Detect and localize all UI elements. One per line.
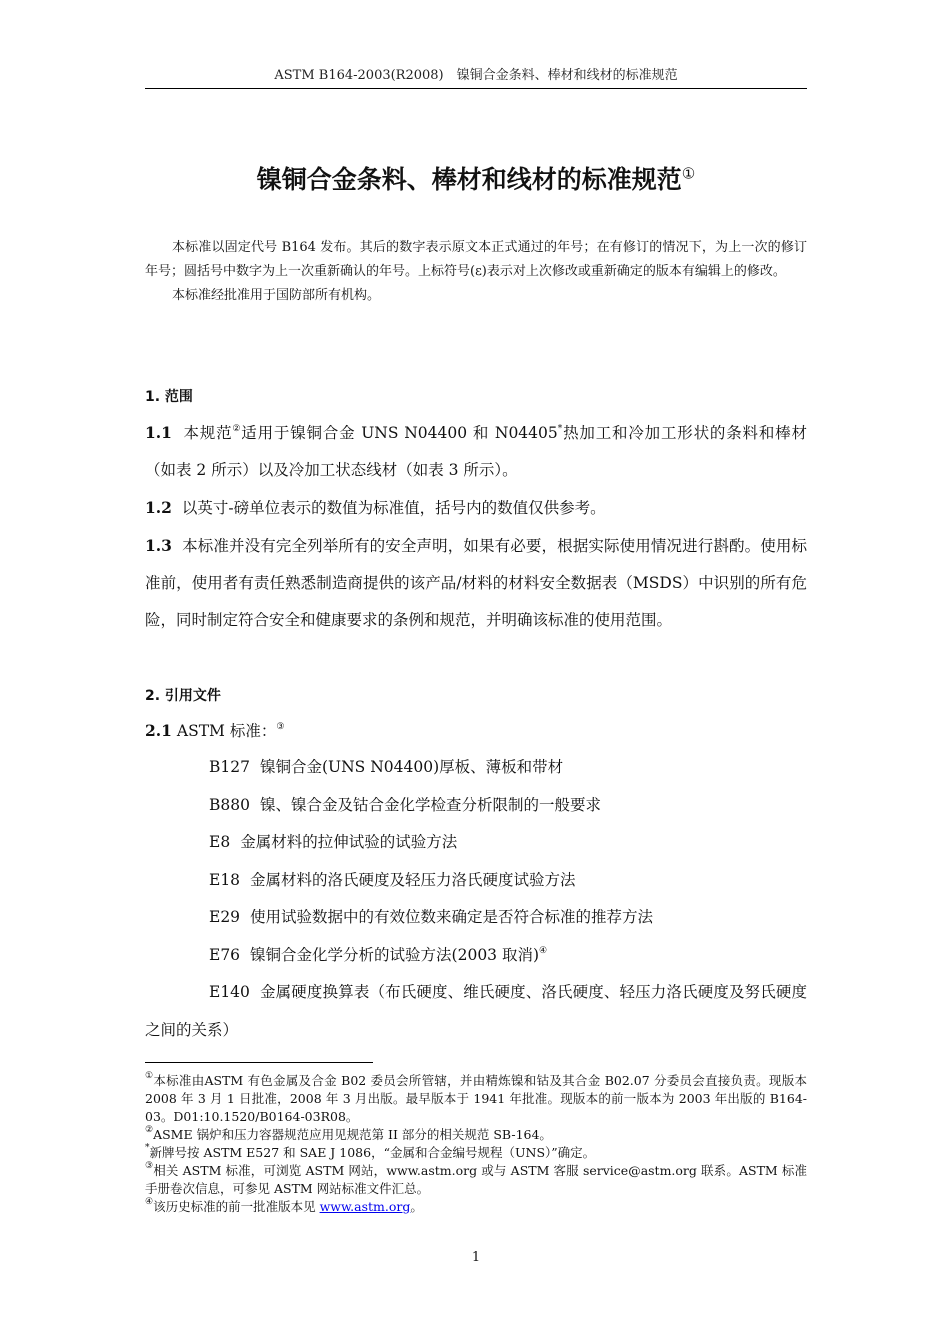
title-footnote-mark: ① [681, 164, 696, 183]
footnote-ref-star: * [557, 424, 563, 434]
footnote-2 [145, 1126, 807, 1144]
astm-website-link[interactable]: www.astm.org [319, 1199, 411, 1214]
section-1-heading-wrap [145, 386, 807, 406]
standard-title: 镍、镍合金及钴合金化学检查分析限制的一般要求 [259, 795, 601, 814]
intro-paragraph-2: 本标准经批准用于国防部所有机构。 [172, 288, 381, 303]
clause-1-2-number: 1.2 [145, 498, 172, 517]
footnote-4-mark: ④ [145, 1197, 154, 1207]
clause-1-3-text: 本标准并没有完全列举所有的安全声明，如果有必要，根据实际使用情况进行斟酌。使用标准前，使用者有责任熟悉制造商提供的该产品/材料的材料安全数据表（MSDS）中识别的所有危险，同时制定符合安全和健康要求的条例和规范，并明确该标准的使用范围。 [145, 537, 807, 629]
list-item [145, 899, 807, 937]
footnote-3-text: 相关 ASTM 标准，可浏览 ASTM 网站，www.astm.org 或与 ASTM 客服 service@astm.org 联系。ASTM 标准手册卷次信息，可参见 ASTM 网站标准文件汇总。 [145, 1163, 807, 1196]
standard-title: 金属硬度换算表（布氏硬度、维氏硬度、洛氏硬度、轻压力洛氏硬度及努氏硬度之间的关系） [145, 983, 807, 1039]
title-text: 镍铜合金条料、棒材和线材的标准规范 [256, 165, 682, 194]
standard-title: 金属材料的洛氏硬度及轻压力洛氏硬度试验方法 [250, 870, 576, 889]
clause-2-1-text: ASTM 标准： [176, 722, 277, 740]
standard-title: 使用试验数据中的有效位数来确定是否符合标准的推荐方法 [250, 908, 654, 926]
intro-section [145, 236, 807, 308]
standard-code: E140 [209, 983, 250, 1001]
clause-1-1 [145, 414, 807, 489]
standard-code: B127 [209, 758, 250, 776]
standard-code: E8 [209, 833, 231, 851]
intro-paragraph-1: 本标准以固定代号 B164 发布。其后的数字表示原文本正式通过的年号；在有修订的情况下，为上一次的修订年号；圆括号中数字为上一次重新确认的年号。上标符号(ε)表示对上次修改或重新确定的版本有编辑上的修改。 [145, 240, 807, 279]
running-header: ASTM B164-2003(R2008) 镍铜合金条料、棒材和线材的标准规范 [274, 68, 678, 83]
section-2-heading: 2. 引用文件 [145, 688, 221, 704]
footnotes [145, 1072, 807, 1216]
clause-1-1-text-a: 本规范 [183, 424, 233, 442]
clause-2-1-number: 2.1 [145, 721, 172, 740]
footnote-1-text: 本标准由ASTM 有色金属及合金 B02 委员会所管辖，并由精炼镍和钴及其合金 B02.07 分委员会直接负责。现版本 2008 年 3 月 1 日批准，2008 年 3 月出版。最早版本于 1941 年批准。现版本的前一版本为 2003 年出版的 B164-03。D01:10.1520/B0164-03R08。 [145, 1073, 807, 1124]
footnote-separator [145, 1062, 373, 1063]
footnote-ref-3: ③ [276, 722, 285, 732]
clause-1-1-text-c: 热加工和冷加工形状的条料和棒材（如表 2 所示）以及冷加工状态线材（如表 3 所示）。 [145, 424, 807, 479]
section-2-heading-wrap [145, 685, 807, 705]
page-number: 1 [471, 1250, 481, 1265]
clause-2-1 [145, 712, 807, 750]
footnote-1 [145, 1072, 807, 1126]
footnote-ref-2: ② [232, 424, 242, 434]
footnote-3-mark: ③ [145, 1161, 154, 1171]
footnote-2-mark: ② [145, 1125, 154, 1135]
standard-code: E76 [209, 945, 241, 964]
standard-title: 镍铜合金化学分析的试验方法(2003 取消) [250, 945, 540, 964]
footnote-1-mark: ① [145, 1071, 154, 1081]
footnote-4-end: 。 [410, 1199, 423, 1214]
list-item [145, 974, 807, 1049]
section-1-heading: 1. 范围 [145, 389, 193, 405]
footnote-2-text: ASME 锅炉和压力容器规范应用见规范第 II 部分的相关规范 SB-164。 [153, 1127, 552, 1142]
clause-1-3 [145, 527, 807, 639]
standard-title: 镍铜合金(UNS N04400)厚板、薄板和带材 [259, 758, 564, 776]
list-item [145, 787, 807, 825]
standard-code: B880 [209, 795, 250, 814]
standard-code: E29 [209, 908, 241, 926]
section-1-clauses [145, 414, 807, 639]
list-item [145, 937, 807, 975]
footnote-ref-4: ④ [539, 945, 548, 956]
footnote-star-mark: * [145, 1143, 150, 1153]
clause-1-2-text: 以英寸-磅单位表示的数值为标准值，括号内的数值仅供参考。 [181, 499, 606, 517]
standard-code: E18 [209, 870, 241, 889]
list-item [145, 862, 807, 900]
footnote-star [145, 1144, 807, 1162]
header-rule [145, 88, 807, 89]
clause-1-1-number: 1.1 [145, 423, 172, 442]
referenced-standards-list [145, 749, 807, 1049]
standard-title: 金属材料的拉伸试验的试验方法 [240, 833, 458, 851]
clause-1-2 [145, 489, 807, 527]
document-title [145, 160, 807, 196]
footnote-4 [145, 1198, 807, 1216]
list-item [145, 824, 807, 862]
clause-2-1-wrap [145, 712, 807, 750]
footnote-4-text: 该历史标准的前一批准版本见 [153, 1199, 320, 1214]
list-item [145, 749, 807, 787]
footnote-star-text: 新牌号按 ASTM E527 和 SAE J 1086，“金属和合金编号规程（UNS）”确定。 [149, 1145, 596, 1160]
footnote-3 [145, 1162, 807, 1198]
clause-1-3-number: 1.3 [145, 536, 172, 555]
clause-1-1-text-b: 适用于镍铜合金 UNS N04400 和 N04405 [241, 424, 558, 442]
